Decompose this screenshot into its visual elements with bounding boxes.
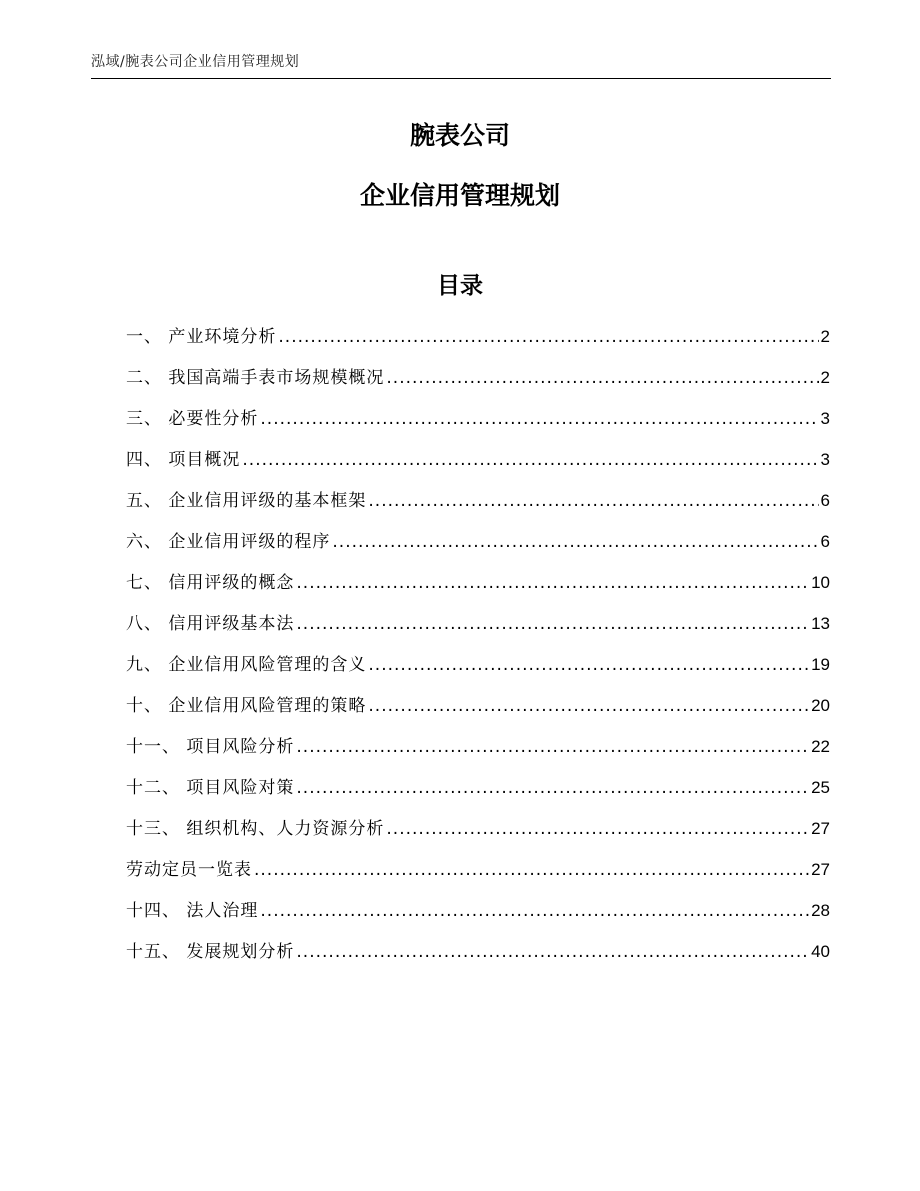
toc-dot-leader <box>386 813 809 845</box>
toc-entry-page[interactable]: 10 <box>811 573 830 592</box>
toc-entry-title[interactable]: 劳动定员一览表 <box>126 860 252 880</box>
toc-entry-title[interactable]: 二、 我国高端手表市场规模概况 <box>126 368 385 388</box>
toc-entry[interactable] <box>126 485 830 526</box>
toc-entry-title[interactable]: 八、 信用评级基本法 <box>126 614 295 634</box>
toc-dot-leader <box>368 649 809 681</box>
toc-entry[interactable] <box>126 854 830 895</box>
toc-entry-page[interactable]: 27 <box>811 819 830 838</box>
toc-dot-leader <box>296 936 809 968</box>
toc-dot-leader <box>296 772 809 804</box>
toc-entry-page[interactable]: 3 <box>820 409 830 428</box>
toc-entry-title[interactable]: 九、 企业信用风险管理的含义 <box>126 655 367 675</box>
toc-entry-page[interactable]: 25 <box>811 778 830 797</box>
toc-entry-title[interactable]: 四、 项目概况 <box>126 450 241 470</box>
toc-entry-title[interactable]: 十五、 发展规划分析 <box>126 942 295 962</box>
toc-dot-leader <box>260 403 818 435</box>
toc-entry-page[interactable]: 3 <box>820 450 830 469</box>
toc-entry-title[interactable]: 三、 必要性分析 <box>126 409 259 429</box>
toc-entry[interactable] <box>126 444 830 485</box>
toc-entry[interactable] <box>126 608 830 649</box>
toc-dot-leader <box>296 567 809 599</box>
toc-entry[interactable] <box>126 895 830 936</box>
toc-entry-page[interactable]: 22 <box>811 737 830 756</box>
toc-entry-title[interactable]: 十四、 法人治理 <box>126 901 259 921</box>
toc-dot-leader <box>260 895 809 927</box>
toc-entry-page[interactable]: 13 <box>811 614 830 633</box>
toc-dot-leader <box>296 731 809 763</box>
toc-entry-page[interactable]: 28 <box>811 901 830 920</box>
toc-dot-leader <box>242 444 818 476</box>
toc-dot-leader <box>332 526 818 558</box>
toc-entry[interactable] <box>126 362 830 403</box>
toc-entry-page[interactable]: 6 <box>820 532 830 551</box>
running-header-text: 泓域/腕表公司企业信用管理规划 <box>91 54 300 70</box>
document-title: 企业信用管理规划 <box>359 181 560 210</box>
toc-entry[interactable] <box>126 526 830 567</box>
toc-dot-leader <box>254 854 809 886</box>
toc-entry[interactable] <box>126 649 830 690</box>
toc-entry-page[interactable]: 40 <box>811 942 830 961</box>
toc-entry[interactable] <box>126 690 830 731</box>
toc-entry-title[interactable]: 五、 企业信用评级的基本框架 <box>126 491 367 511</box>
toc-entry-title[interactable]: 一、 产业环境分析 <box>126 327 277 347</box>
company-name: 腕表公司 <box>409 121 510 150</box>
toc-entry-title[interactable]: 十、 企业信用风险管理的策略 <box>126 696 367 716</box>
toc-heading: 目录 <box>437 273 483 299</box>
toc-entry-page[interactable]: 19 <box>811 655 830 674</box>
toc-dot-leader <box>368 690 809 722</box>
toc-entry-title[interactable]: 十二、 项目风险对策 <box>126 778 295 798</box>
toc-entry-page[interactable]: 6 <box>820 491 830 510</box>
table-of-contents <box>126 321 830 977</box>
toc-entry-page[interactable]: 2 <box>820 368 830 387</box>
toc-entry[interactable] <box>126 567 830 608</box>
running-header <box>91 50 831 79</box>
toc-entry-title[interactable]: 十三、 组织机构、人力资源分析 <box>126 819 385 839</box>
toc-entry-page[interactable]: 27 <box>811 860 830 879</box>
toc-entry[interactable] <box>126 772 830 813</box>
toc-dot-leader <box>278 321 818 353</box>
toc-dot-leader <box>368 485 818 517</box>
toc-entry[interactable] <box>126 731 830 772</box>
toc-dot-leader <box>296 608 809 640</box>
toc-entry[interactable] <box>126 936 830 977</box>
toc-entry[interactable] <box>126 321 830 362</box>
toc-entry-page[interactable]: 2 <box>820 327 830 346</box>
toc-dot-leader <box>386 362 818 394</box>
toc-entry-title[interactable]: 十一、 项目风险分析 <box>126 737 295 757</box>
toc-entry-title[interactable]: 七、 信用评级的概念 <box>126 573 295 593</box>
toc-entry[interactable] <box>126 813 830 854</box>
toc-entry-title[interactable]: 六、 企业信用评级的程序 <box>126 532 331 552</box>
toc-entry[interactable] <box>126 403 830 444</box>
toc-entry-page[interactable]: 20 <box>811 696 830 715</box>
